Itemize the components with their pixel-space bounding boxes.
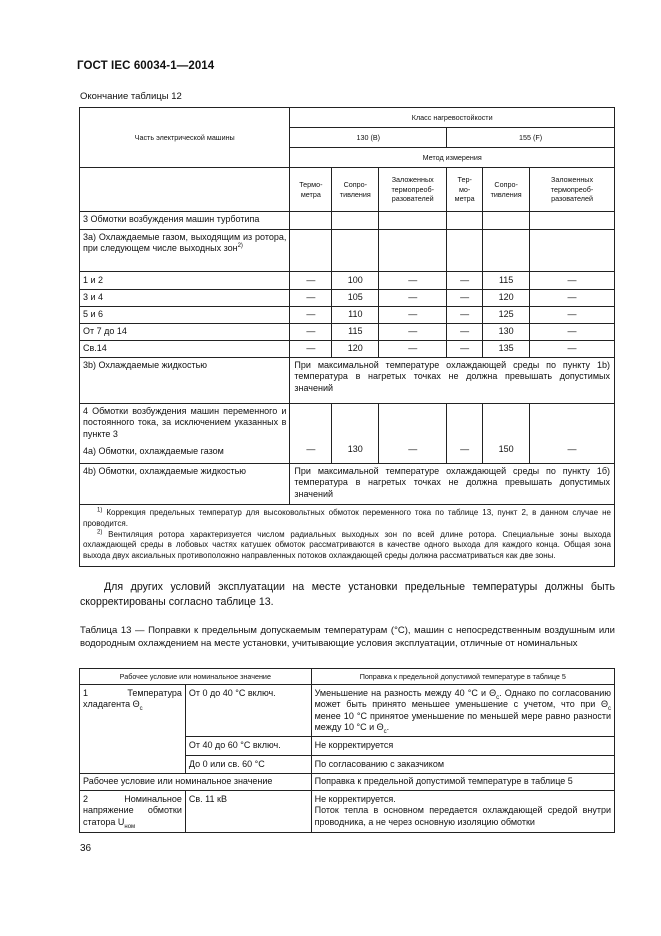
body-paragraph: Для других условий эксплуатации на месте установки предельные температуры должны быть скорректированы согласно таблице 13. <box>80 581 615 608</box>
row-label: 5 и 6 <box>80 307 290 324</box>
header-resistance-155: Сопро- тивления <box>483 168 530 212</box>
row-label: 4b) Обмотки, охлаждаемые жидкостью <box>80 464 290 505</box>
row-label: От 7 до 14 <box>80 324 290 341</box>
table-13-caption: Таблица 13 — Поправки к предельным допускаемым температурам (°С), машин с непосредственным воздушным или водородным охлаждением на месте установки, учитывающие условия эксплуатации, отличные от номинальных <box>80 625 615 649</box>
header-part-of-machine: Часть электрической машины <box>80 108 290 168</box>
header-measurement-method: Метод измерения <box>290 148 615 168</box>
row-note: При максимальной температуре охлаждающей среды по пункту 1б) температура в нагретых точках не должна превышать допустимых значений <box>290 464 615 505</box>
table-12 <box>79 107 615 567</box>
table-row: От 7 до 14 — 115 — — 130 — <box>80 324 615 341</box>
table-row: 5 и 6 — 110 — — 125 — <box>80 307 615 324</box>
condition-cell: До 0 или св. 60 °С <box>185 756 311 774</box>
header-thermometer-155: Тер- мо- метра <box>447 168 483 212</box>
table-row <box>80 464 615 505</box>
header-part-blank <box>80 168 290 212</box>
row-note: При максимальной температуре охлаждающей среды по пункту 1b) температура в нагретых точках не должна превышать допустимых значений <box>290 358 615 404</box>
table-row <box>80 685 615 737</box>
page-number: 36 <box>80 843 92 854</box>
header-correction: Поправка к предельной допустимой температуре в таблице 5 <box>311 669 614 685</box>
row-label: 3а) Охлаждаемые газом, выходящим из ротора, при следующем числе выходных зон$^{2)}$ <box>80 230 290 272</box>
footnote-1: $^{1)}$ Коррекция предельных температур для высоковольтных обмоток переменного тока по таблице 13, пункт 2, в данном случае не проводится. <box>83 507 611 528</box>
condition-cell: От 0 до 40 °С включ. <box>185 685 311 737</box>
table-footnotes <box>80 505 615 567</box>
table-12-caption: Окончание таблицы 12 <box>80 91 182 102</box>
header-class-155: 155 (F) <box>447 128 615 148</box>
table-13 <box>79 668 615 833</box>
header-thermal-class: Класс нагревостойкости <box>290 108 615 128</box>
row-label: 1 и 2 <box>80 272 290 290</box>
table-row: 4 Обмотки возбуждения машин переменного и постоянного тока, за исключением указанных в пункте 3 4а) Обмотки, охлаждаемые газом — 130 — — 150 — <box>80 404 615 464</box>
header-condition-repeat: Рабочее условие или номинальное значение <box>80 774 312 791</box>
correction-cell: Уменьшение на разность между 40 °С и $\Theta_с$. Однако по согласованию может быть принято меньшее уменьшение с учетом, что при $\Theta_с$ менее 10 °С принятое уменьшение по меньшей мере равно разности между 10 °С и $\Theta_с$. <box>311 685 614 737</box>
correction-cell: Не корректируется <box>311 737 614 756</box>
document-header: ГОСТ IEC 60034-1—2014 <box>77 60 215 72</box>
header-embedded-detector-130: Заложенных термопреоб- разователей <box>379 168 447 212</box>
table-row <box>80 230 615 272</box>
row-label: 3b) Охлаждаемые жидкостью <box>80 358 290 404</box>
header-condition: Рабочее условие или номинальное значение <box>80 669 312 685</box>
row-label: 2 Номинальное напряжение обмотки статора $U_{ном}$ <box>80 791 186 833</box>
header-correction-repeat: Поправка к предельной допустимой температуре в таблице 5 <box>311 774 614 791</box>
table-row <box>80 791 615 833</box>
correction-cell: Не корректируется. Поток тепла в основном передается охлаждающей средой внутри проводника, а не через основную изоляцию обмотки <box>311 791 614 833</box>
row-label: 4 Обмотки возбуждения машин переменного и постоянного тока, за исключением указанных в пункте 3 4а) Обмотки, охлаждаемые газом <box>80 404 290 464</box>
table-row <box>80 212 615 230</box>
table-row: 1 и 2 — 100 — — 115 — <box>80 272 615 290</box>
correction-cell: По согласованию с заказчиком <box>311 756 614 774</box>
row-label: 3 Обмотки возбуждения машин турботипа <box>80 212 290 230</box>
condition-cell: Св. 11 кВ <box>185 791 311 833</box>
header-embedded-detector-155: Заложенных термопреоб- разователей <box>530 168 615 212</box>
row-label: 3 и 4 <box>80 290 290 307</box>
row-label: Св.14 <box>80 341 290 358</box>
header-class-130: 130 (В) <box>290 128 447 148</box>
table-row: 3 и 4 — 105 — — 120 — <box>80 290 615 307</box>
condition-cell: От 40 до 60 °С включ. <box>185 737 311 756</box>
table-row: Св.14 — 120 — — 135 — <box>80 341 615 358</box>
row-label: 1 Температура хладагента $\Theta_с$ <box>80 685 186 774</box>
header-resistance-130: Сопро- тивления <box>332 168 379 212</box>
header-thermometer-130: Термо- метра <box>290 168 332 212</box>
table-row <box>80 358 615 404</box>
footnote-2: $^{2)}$ Вентиляция ротора характеризуется числом радиальных выходных зон по всей длине ротора. Специальные зоны выхода охлаждающей среды в лобовых частях катушек обмоток рассматриваются в качестве одного выхода для каждого конца. Общая зона выхода двух аксиальных противоположно направленных потоков охлаждающей среды должна рассматриваться как две зоны. <box>83 528 611 561</box>
